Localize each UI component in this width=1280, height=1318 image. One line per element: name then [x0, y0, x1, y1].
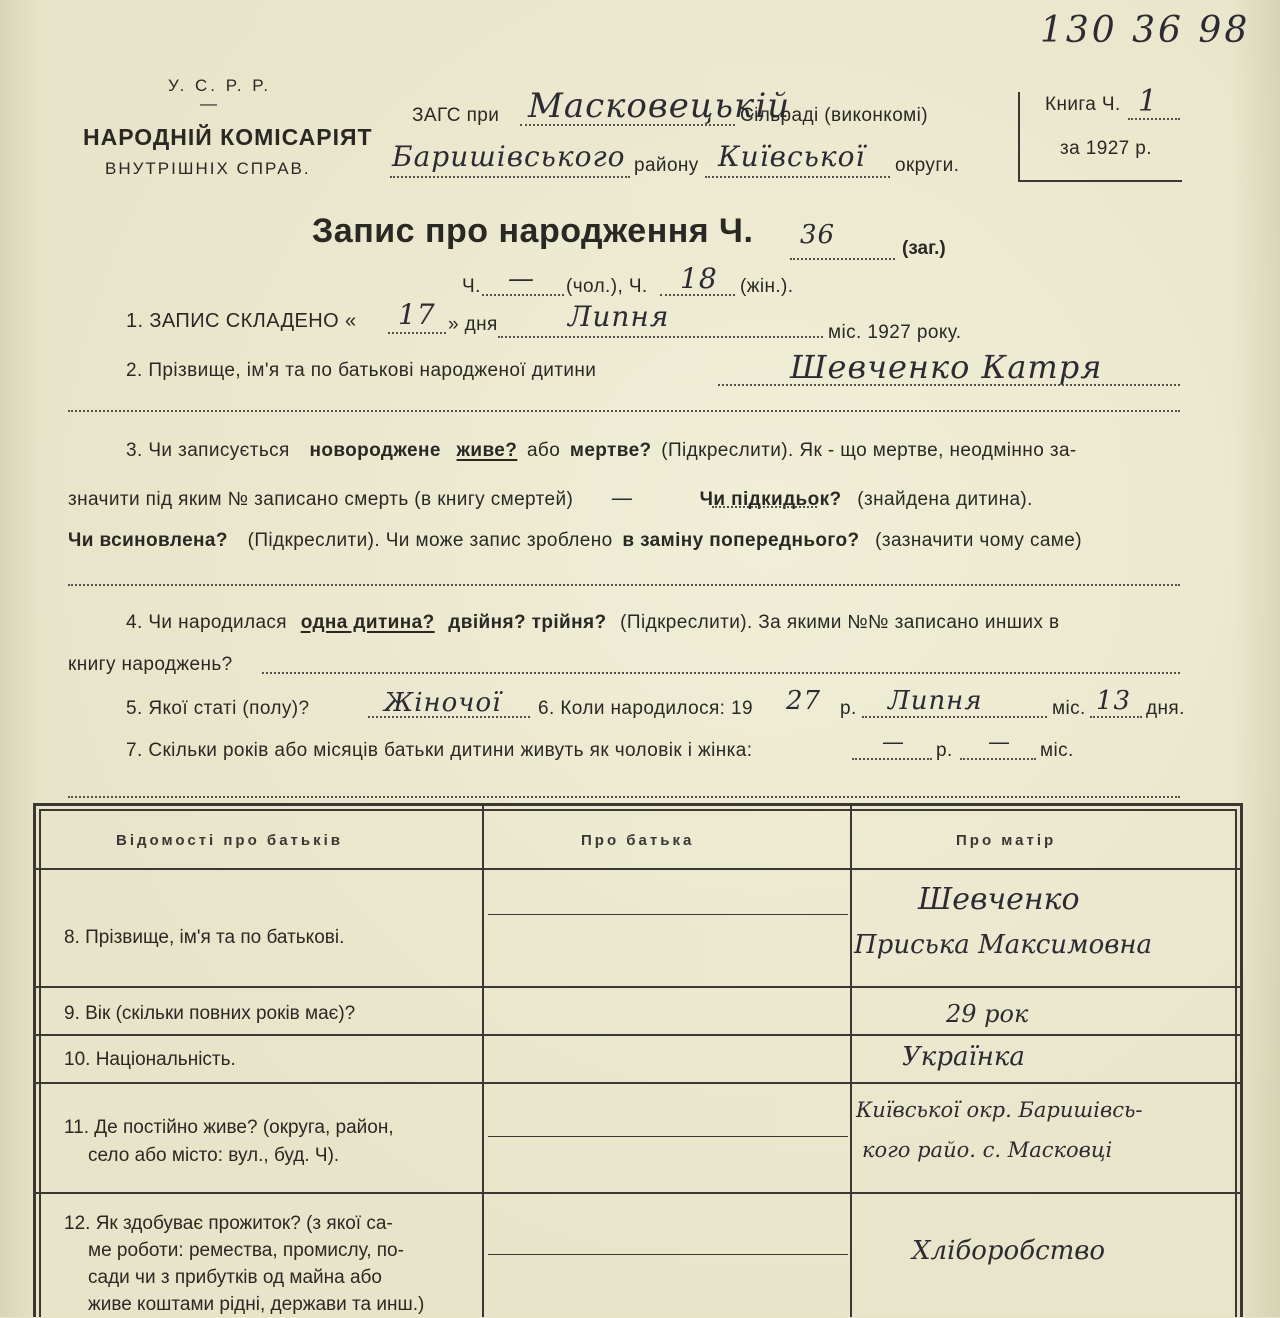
zags-district-line [390, 176, 630, 178]
item3-l1f: (Підкреслити). Як - що мертве, неодмінно за- [661, 440, 1077, 461]
row10-label: 10. Національність. [64, 1049, 236, 1070]
item6-month: Липня [888, 686, 983, 716]
female-label: (жін.). [740, 276, 794, 297]
row11-label-2: село або місто: вул., буд. Ч). [88, 1145, 340, 1166]
item5-text: 5. Якої статі (полу)? [126, 698, 310, 719]
row-divider-8 [36, 986, 1240, 988]
item4-line2 [262, 672, 1180, 674]
row8-label: 8. Прізвище, ім'я та по батькові. [64, 927, 345, 948]
item1-end: міс. 1927 року. [828, 322, 962, 343]
book-number-line [1128, 118, 1180, 120]
item3-line2 [68, 486, 1033, 511]
item3-or: або [526, 440, 561, 461]
header-parents-info: Відомості про батьків [116, 832, 343, 849]
male-ch-label: Ч. [462, 276, 481, 297]
record-title: Запис про народження Ч. [312, 212, 754, 250]
item7-text: 7. Скільки років або місяців батьки дитини живуть як чоловік і жінка: [126, 740, 753, 761]
department-title: ВНУТРІШНІХ СПРАВ. [105, 159, 311, 178]
commissariat-title: НАРОДНІЙ КОМІСАРІЯТ [83, 124, 373, 150]
republic-label: У. С. Р. Р. [168, 76, 272, 95]
zags-okrug-label: округи. [895, 155, 960, 176]
item1-day-line [388, 332, 446, 334]
item1-text: 1. ЗАПИС СКЛАДЕНО « [126, 310, 357, 332]
item3-alive: живе? [456, 440, 518, 461]
item3-l2c: (знайдена дитина). [857, 489, 1033, 510]
header-mother: Про матір [956, 832, 1057, 849]
book-year: за 1927 р. [1060, 138, 1152, 159]
record-number-line [790, 258, 895, 260]
item3-foundling: Чи підкидьок? [699, 489, 842, 510]
item2-line2 [68, 410, 1180, 412]
row12-label-1: 12. Як здобуває прожиток? (з якої са- [64, 1213, 393, 1234]
item4-l1d: (Підкреслити). За якими №№ записано инших в [620, 612, 1060, 633]
father-row8-split [488, 914, 848, 915]
item1-month: Липня [568, 300, 670, 333]
zags-prefix: ЗАГС при [412, 105, 500, 126]
header-dash: — [200, 94, 217, 113]
item7-mis: міс. [1040, 740, 1074, 761]
item4-l2: книгу народжень? [68, 654, 233, 675]
item6-month-line [862, 716, 1047, 718]
row12-label-3: сади чи з прибутків од майна або [88, 1267, 382, 1288]
female-number-line [660, 294, 735, 296]
item3-dash-line [712, 506, 817, 508]
item6-r: р. [840, 698, 857, 719]
item4-l1a: 4. Чи народилася [126, 612, 287, 633]
item7-years-line [852, 758, 932, 760]
item2-value: Шевченко Катря [790, 348, 1103, 386]
row-divider-10 [36, 1082, 1240, 1084]
male-number: — [508, 264, 535, 294]
col-divider-2 [850, 806, 852, 1317]
item5-value: Жіночої [384, 688, 502, 718]
item1-day: 17 [398, 298, 436, 331]
row8-mother-surname: Шевченко [918, 882, 1080, 917]
female-number: 18 [680, 262, 718, 295]
row9-label: 9. Вік (скільки повних років має)? [64, 1003, 356, 1024]
parents-table [33, 803, 1243, 1317]
item4-twins: двійня? трійня? [448, 612, 607, 633]
item7-r: р. [936, 740, 953, 761]
item3-l2a: значити під яким № записано смерть (в книгу смертей) [68, 489, 574, 510]
item7-months-line [960, 758, 1036, 760]
row12-mother-occupation: Хліборобство [912, 1236, 1106, 1266]
item3-l3d: (зазначити чому саме) [875, 530, 1082, 551]
col-divider-1 [482, 806, 484, 1317]
row-divider-11 [36, 1192, 1240, 1194]
item3-replacement: в заміну попереднього? [622, 530, 860, 551]
record-number: 36 [800, 220, 836, 250]
row8-mother-name: Приська Максимовна [854, 930, 1152, 960]
header-father: Про батька [581, 832, 695, 849]
zags-village: Масковецькій [528, 86, 791, 126]
zags-district: Баришівського [392, 140, 626, 173]
row9-mother-age: 29 рок [946, 1000, 1029, 1028]
item4-line1 [126, 612, 1059, 634]
zags-okrug: Київської [718, 140, 866, 173]
item3-l1a: 3. Чи записується [126, 440, 290, 461]
row12-label-2: ме роботи: ремества, промислу, по- [88, 1240, 404, 1261]
item6-dnia: дня. [1146, 698, 1185, 719]
item2-text: 2. Прізвище, ім'я та по батькові народженої дитини [126, 360, 597, 381]
zags-district-label: району [634, 155, 699, 176]
archive-reference: 130 36 98 [1040, 10, 1251, 51]
book-number: 1 [1138, 84, 1159, 119]
row-divider-head [36, 868, 1240, 870]
item5-line [368, 716, 530, 718]
zags-okrug-line [705, 176, 890, 178]
item7-years: — [882, 730, 905, 755]
item7-line2 [68, 796, 1180, 798]
item1-month-line [498, 336, 823, 338]
item6-day: 13 [1096, 686, 1132, 716]
row10-mother-nationality: Українка [902, 1042, 1025, 1072]
item6-mis: міс. [1052, 698, 1086, 719]
item3-l3b: (Підкреслити). Чи може запис зроблено [247, 530, 613, 551]
item3-line1 [126, 440, 1077, 462]
father-row11-split [488, 1136, 848, 1137]
item7-months: — [988, 730, 1011, 755]
item1-day-suffix: » дня [448, 314, 498, 335]
father-row12-split [488, 1254, 848, 1255]
row11-label-1: 11. Де постійно живе? (округа, район, [64, 1117, 394, 1138]
row11-mother-address-2: кого райо. с. Масковці [862, 1138, 1113, 1162]
row11-mother-address-1: Київської окр. Баришівсь- [856, 1098, 1143, 1122]
item3-line4 [68, 584, 1180, 586]
row12-label-4: живе коштами рідні, держави та инш.) [88, 1294, 425, 1315]
item4-single: одна дитина? [300, 612, 435, 633]
row-divider-9 [36, 1034, 1240, 1036]
item3-adopted: Чи всиновлена? [68, 530, 228, 551]
book-label: Книга Ч. [1045, 94, 1121, 115]
item6-day-line [1090, 716, 1142, 718]
zags-village-line [520, 124, 735, 126]
item3-l2dash: — [610, 486, 634, 511]
male-label: (чол.), Ч. [566, 276, 648, 297]
item6-year: 27 [786, 686, 822, 716]
item2-line [718, 384, 1180, 386]
item6-text: 6. Коли народилося: 19 [538, 698, 753, 719]
item3-newborn: новороджене [309, 440, 441, 461]
item3-dead: мертве? [569, 440, 652, 461]
item3-line3 [68, 530, 1082, 552]
male-number-line [482, 294, 564, 296]
record-title-suffix: (заг.) [902, 238, 946, 259]
zags-council: Сільраді (виконкомі) [740, 105, 928, 126]
